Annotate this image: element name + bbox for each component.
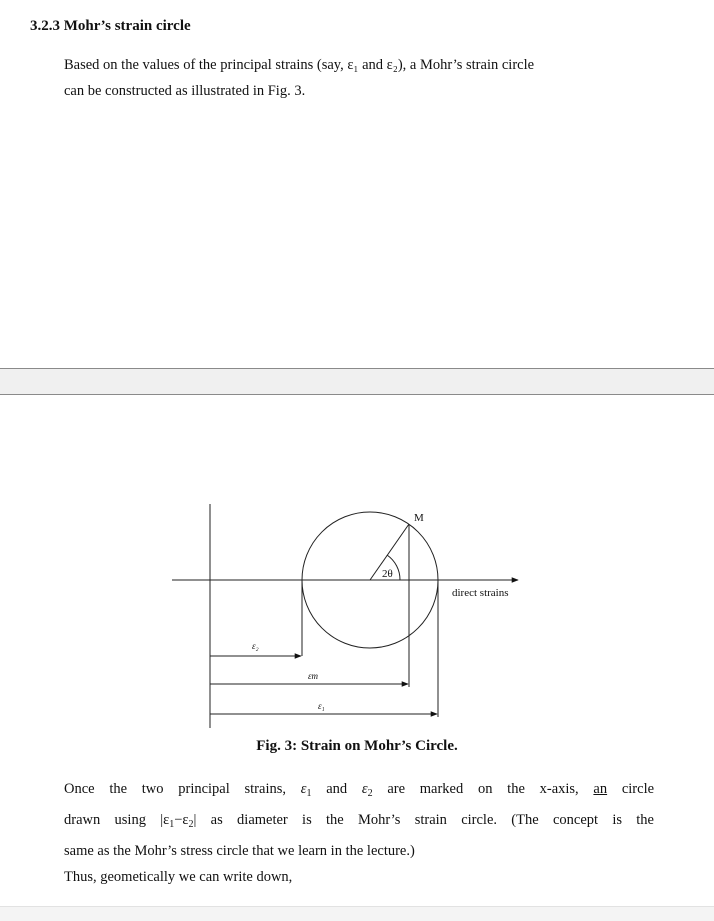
body-line-1-middle: are marked on the x-axis,	[387, 781, 579, 797]
intro-paragraph	[64, 52, 664, 104]
body-line-4: Thus, geometically we can write down,	[64, 869, 293, 885]
epsilon-1-symbol: ε	[300, 781, 307, 797]
intro-line-1: Based on the values of the principal strains (say, ε₁ and ε₂), a Mohr’s strain circle	[64, 57, 535, 73]
body-line-1-end: circle	[621, 781, 655, 797]
label-m: M	[414, 512, 424, 524]
body-paragraph	[64, 776, 654, 890]
intro-line-2: can be constructed as illustrated in Fig. 3.	[64, 83, 306, 99]
mohr-circle-figure	[0, 490, 714, 740]
mohr-circle-diagram	[0, 490, 714, 740]
underlined-an: an	[593, 781, 608, 797]
body-line-3: same as the Mohr’s stress circle that we learn in the lecture.)	[64, 843, 415, 859]
label-epsilon-1: ε₁	[318, 701, 325, 711]
bottom-page-edge	[0, 906, 714, 921]
body-line-2-start: drawn using |ε	[64, 812, 170, 828]
abs-subscript-1: 1	[169, 819, 175, 830]
page-break-separator	[0, 368, 714, 395]
body-line-1	[64, 776, 654, 807]
epsilon-1-subscript: 1	[306, 788, 312, 799]
and-word: and	[326, 781, 348, 797]
body-line-1-start: Once the two principal strains,	[64, 781, 286, 797]
body-line-2-end: | as diameter is the Mohr’s strain circle. (The concept is the	[193, 812, 654, 828]
epsilon-2-subscript: 2	[367, 788, 373, 799]
label-epsilon-m: εm	[308, 671, 319, 681]
abs-subscript-2: 2	[188, 819, 194, 830]
figure-caption: Fig. 3: Strain on Mohr’s Circle.	[256, 738, 458, 754]
body-line-2	[64, 807, 654, 838]
epsilon-2-symbol: ε	[361, 781, 368, 797]
abs-minus-epsilon: −ε	[174, 812, 189, 828]
label-epsilon-2: ε₂	[252, 641, 259, 651]
label-two-theta: 2θ	[382, 568, 393, 580]
section-heading: 3.2.3 Mohr’s strain circle	[30, 18, 191, 34]
label-direct-strains: direct strains	[452, 587, 509, 599]
